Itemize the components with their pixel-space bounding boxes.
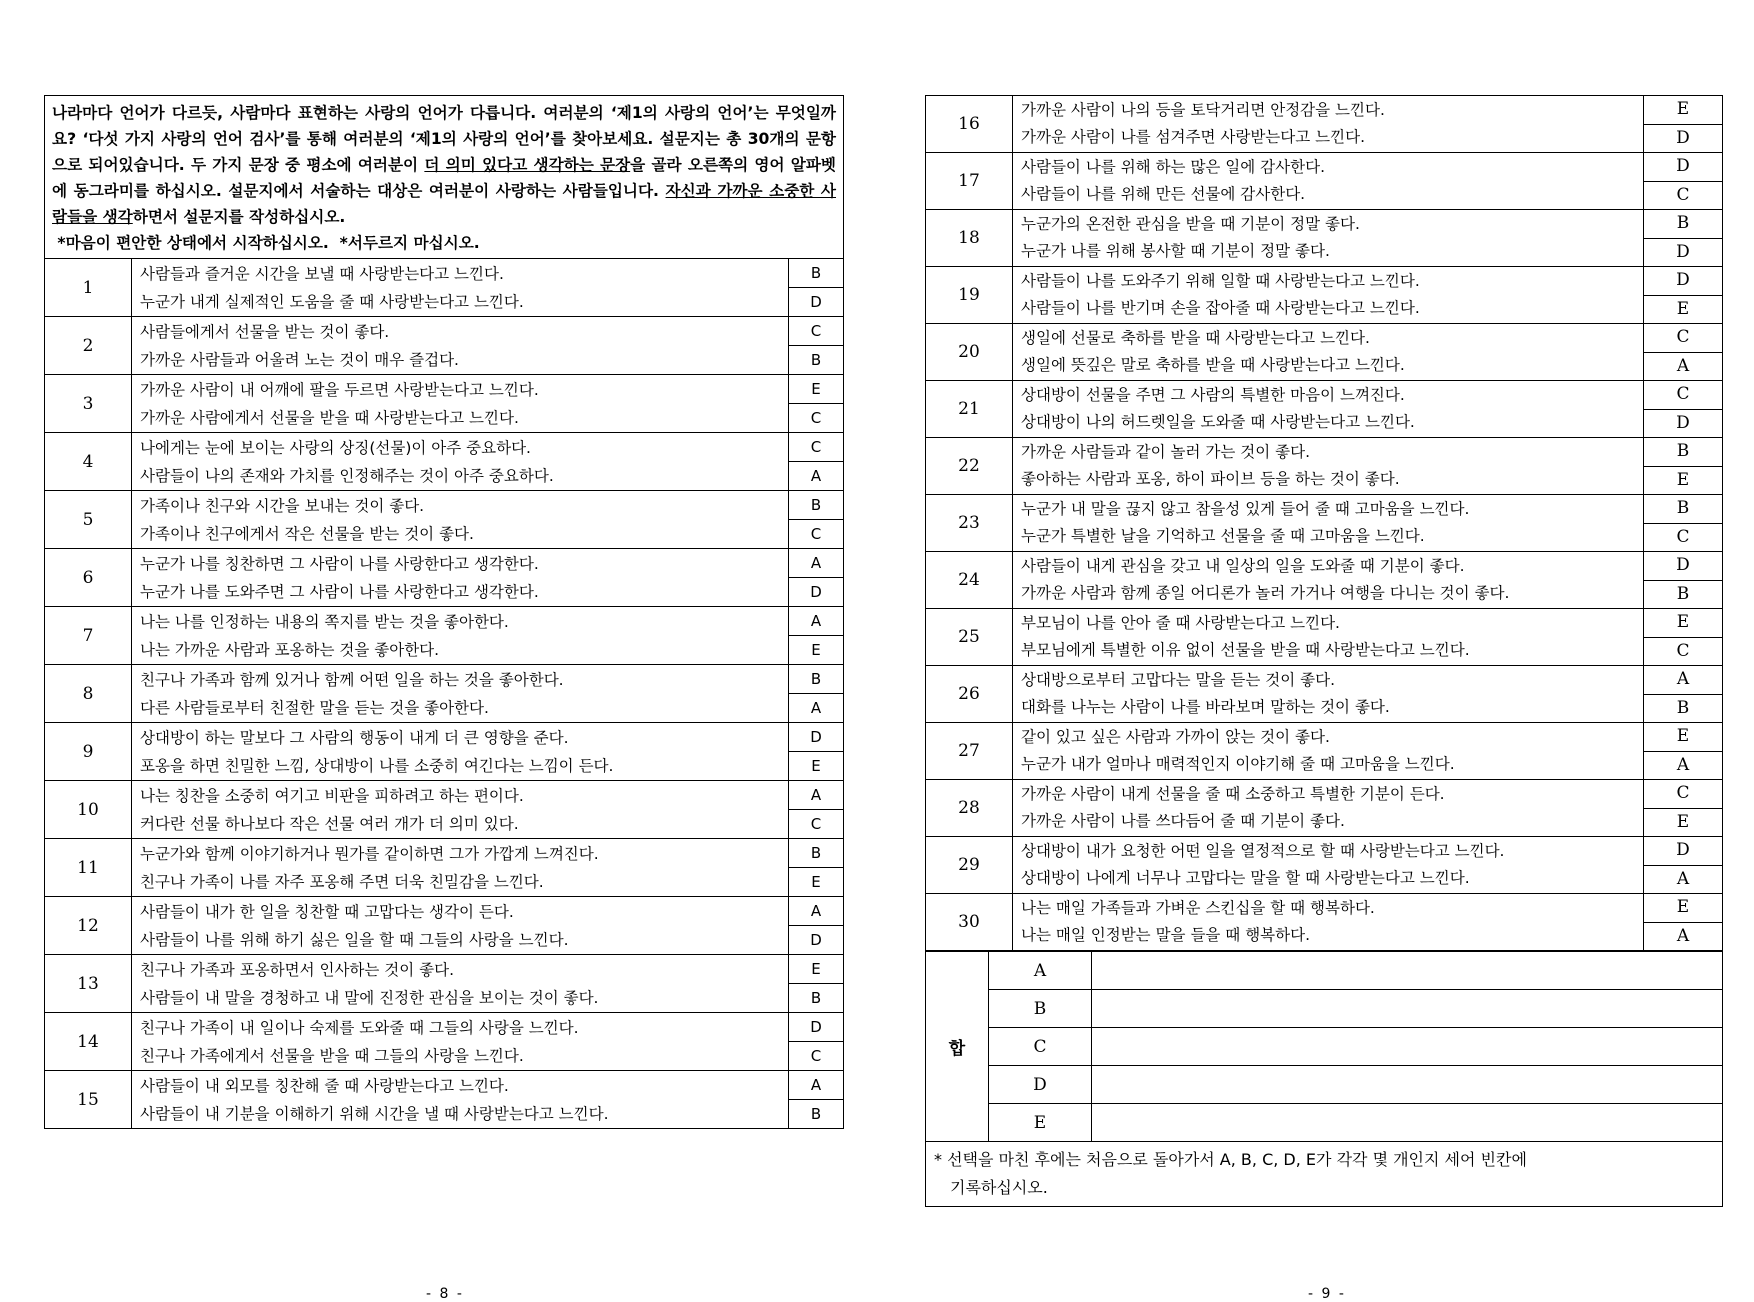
question-statements <box>1013 210 1644 267</box>
statement-1: 가까운 사람이 내게 선물을 줄 때 소중하고 특별한 기분이 든다. <box>1021 784 1445 803</box>
answer-letter-1[interactable]: E <box>811 960 821 978</box>
answer-letters <box>1644 438 1723 495</box>
question-statements <box>1013 438 1644 495</box>
answer-letter-2[interactable]: C <box>789 403 843 432</box>
question-statements <box>1013 837 1644 894</box>
statement-2: 누군가 나를 위해 봉사할 때 기분이 정말 좋다. <box>1021 242 1330 260</box>
statement-1: 가족이나 친구와 시간을 보내는 것이 좋다. <box>140 496 425 515</box>
answer-letter-2[interactable]: A <box>789 461 843 490</box>
answer-letter-2[interactable]: E <box>1644 466 1722 495</box>
answer-letter-2[interactable]: B <box>789 983 843 1012</box>
question-statements <box>132 781 789 839</box>
answer-letter-1[interactable]: D <box>810 1018 822 1036</box>
question-statements <box>132 723 789 781</box>
answer-letter-2[interactable]: A <box>1644 865 1722 894</box>
question-statements <box>1013 552 1644 609</box>
statement-1: 친구나 가족과 함께 있거나 함께 어떤 일을 하는 것을 좋아한다. <box>140 670 564 689</box>
statement-1: 나에게는 눈에 보이는 사랑의 상징(선물)이 아주 중요하다. <box>140 438 531 457</box>
answer-letter-1[interactable]: E <box>1676 612 1690 632</box>
answer-letter-1[interactable]: B <box>1676 441 1690 461</box>
question-statements <box>1013 153 1644 210</box>
question-statements <box>132 1013 789 1071</box>
question-row <box>926 210 1723 267</box>
question-statements <box>1013 495 1644 552</box>
statement-2: 생일에 뜻깊은 말로 축하를 받을 때 사랑받는다고 느낀다. <box>1021 356 1405 374</box>
answer-letter-2[interactable]: D <box>1644 238 1722 267</box>
question-number: 14 <box>45 1013 132 1071</box>
sum-row <box>926 1066 1723 1104</box>
answer-letter-1[interactable]: B <box>810 496 822 514</box>
answer-letters <box>789 433 844 491</box>
answer-letter-1[interactable]: B <box>810 670 822 688</box>
answer-letter-1[interactable]: D <box>1676 270 1690 290</box>
intro-text-1: 나라마다 언어가 다르듯, 사람마다 표현하는 사랑의 언어가 다릅니다. 여러분의 ‘제1의 사랑의 언어’는 무엇일까요? ‘다섯 가지 사랑의 언어 검사’를 통해 여러분의 ‘제1의 사랑의 언어’를 찾아보세요. 설문지는 총 30개의 문항으로 되어있습니다. 두 가지 문장 중 평소에 여러분이 <box>52 104 836 174</box>
statement-1: 생일에 선물로 축하를 받을 때 사랑받는다고 느낀다. <box>1021 328 1370 347</box>
footnote-line-1: * 선택을 마친 후에는 처음으로 돌아가서 A, B, C, D, E가 각각 몇 개인지 세어 빈칸에 <box>934 1150 1527 1169</box>
question-statements <box>1013 267 1644 324</box>
question-statements <box>132 1071 789 1129</box>
statement-1: 가까운 사람이 나의 등을 토닥거리면 안정감을 느낀다. <box>1021 100 1385 119</box>
question-number: 19 <box>926 267 1013 324</box>
statement-1: 상대방이 선물을 주면 그 사람의 특별한 마음이 느껴진다. <box>1021 385 1405 404</box>
question-number: 4 <box>45 433 132 491</box>
statement-2: 가까운 사람이 나를 쓰다듬어 줄 때 기분이 좋다. <box>1021 812 1345 830</box>
question-number: 7 <box>45 607 132 665</box>
answer-letter-2[interactable]: B <box>789 1099 843 1128</box>
question-row <box>45 375 844 433</box>
left-page <box>44 95 844 1302</box>
answer-letters <box>1644 324 1723 381</box>
question-row <box>926 837 1723 894</box>
right-page <box>925 95 1723 1302</box>
answer-letter-2[interactable]: B <box>1644 694 1722 723</box>
question-row <box>926 552 1723 609</box>
statement-2: 부모님에게 특별한 이유 없이 선물을 받을 때 사랑받는다고 느낀다. <box>1021 641 1470 659</box>
sum-letter: A <box>989 952 1092 990</box>
statement-1: 누군가 나를 칭찬하면 그 사람이 나를 사랑한다고 생각한다. <box>140 554 539 573</box>
answer-letter-1[interactable]: A <box>1676 669 1690 689</box>
question-row <box>926 267 1723 324</box>
answer-letter-1[interactable]: D <box>1676 555 1690 575</box>
answer-letters <box>1644 153 1723 210</box>
statement-1: 나는 매일 가족들과 가벼운 스킨십을 할 때 행복하다. <box>1021 898 1375 917</box>
answer-letters <box>1644 495 1723 552</box>
question-number: 27 <box>926 723 1013 780</box>
statement-2: 가족이나 친구에게서 작은 선물을 받는 것이 좋다. <box>140 524 474 543</box>
statement-1: 누군가 내 말을 끊지 않고 참을성 있게 들어 줄 때 고마움을 느낀다. <box>1021 499 1470 518</box>
statement-1: 같이 있고 싶은 사람과 가까이 앉는 것이 좋다. <box>1021 727 1330 746</box>
question-statements <box>132 317 789 375</box>
answer-letter-2[interactable]: A <box>789 693 843 722</box>
answer-letter-2[interactable]: C <box>789 1041 843 1070</box>
intro-underline-1: 더 의미 있다고 생각하는 문장 <box>424 156 631 174</box>
question-statements <box>132 259 789 317</box>
question-row <box>45 781 844 839</box>
question-statements <box>1013 894 1644 951</box>
answer-letters <box>1644 780 1723 837</box>
statement-1: 사람들과 즐거운 시간을 보낼 때 사랑받는다고 느낀다. <box>140 264 504 283</box>
answer-letter-1[interactable]: E <box>1676 897 1690 917</box>
sum-count-blank[interactable] <box>1092 1028 1723 1066</box>
statement-1: 나는 나를 인정하는 내용의 쪽지를 받는 것을 좋아한다. <box>140 612 509 631</box>
question-statements <box>132 375 789 433</box>
intro-box <box>44 95 844 258</box>
answer-letter-1[interactable]: B <box>1676 213 1690 233</box>
answer-letter-2[interactable]: C <box>789 809 843 838</box>
question-statements <box>1013 609 1644 666</box>
intro-note: *마음이 편안한 상태에서 시작하십시오. *서두르지 마십시오. <box>52 234 480 252</box>
sum-letter: D <box>989 1066 1092 1104</box>
question-number: 3 <box>45 375 132 433</box>
statement-2: 친구나 가족이 나를 자주 포옹해 주면 더욱 친밀감을 느낀다. <box>140 872 544 891</box>
sum-count-blank[interactable] <box>1092 1066 1723 1104</box>
question-number: 10 <box>45 781 132 839</box>
question-number: 26 <box>926 666 1013 723</box>
statement-2: 친구나 가족에게서 선물을 받을 때 그들의 사랑을 느낀다. <box>140 1046 524 1065</box>
question-number: 5 <box>45 491 132 549</box>
question-row <box>926 324 1723 381</box>
statement-1: 친구나 가족이 내 일이나 숙제를 도와줄 때 그들의 사랑을 느낀다. <box>140 1018 579 1037</box>
question-number: 29 <box>926 837 1013 894</box>
question-row <box>45 1013 844 1071</box>
footnote-line-2: 기록하십시오. <box>950 1178 1048 1197</box>
question-statements <box>132 665 789 723</box>
answer-letters <box>789 1013 844 1071</box>
answer-letter-1[interactable]: E <box>1676 99 1690 119</box>
answer-letter-1[interactable]: C <box>1676 327 1690 347</box>
question-number: 2 <box>45 317 132 375</box>
answer-letters <box>789 259 844 317</box>
answer-letters <box>789 375 844 433</box>
sum-row <box>926 1028 1723 1066</box>
statement-2: 나는 매일 인정받는 말을 들을 때 행복하다. <box>1021 926 1311 944</box>
question-table-right <box>925 95 1723 951</box>
statement-2: 사람들이 내 말을 경청하고 내 말에 진정한 관심을 보이는 것이 좋다. <box>140 988 599 1007</box>
statement-1: 사람들이 내가 한 일을 칭찬할 때 고맙다는 생각이 든다. <box>140 902 514 921</box>
answer-letter-2[interactable]: C <box>1644 181 1722 210</box>
question-row <box>45 549 844 607</box>
answer-letters <box>789 607 844 665</box>
question-row <box>926 609 1723 666</box>
question-statements <box>1013 723 1644 780</box>
page-number-8: - 8 - <box>426 1286 464 1302</box>
question-row <box>45 317 844 375</box>
answer-letter-1[interactable]: D <box>810 728 822 746</box>
question-statements <box>1013 381 1644 438</box>
answer-letters <box>1644 267 1723 324</box>
question-statements <box>132 433 789 491</box>
question-number: 30 <box>926 894 1013 951</box>
answer-letter-2[interactable]: C <box>1644 523 1722 552</box>
question-row <box>45 665 844 723</box>
answer-letters <box>789 317 844 375</box>
sum-count-blank[interactable] <box>1092 952 1723 990</box>
answer-letter-2[interactable]: A <box>1644 922 1722 951</box>
question-row <box>926 894 1723 951</box>
statement-1: 상대방으로부터 고맙다는 말을 듣는 것이 좋다. <box>1021 670 1336 689</box>
statement-2: 좋아하는 사람과 포옹, 하이 파이브 등을 하는 것이 좋다. <box>1021 470 1400 488</box>
sum-letter: B <box>989 990 1092 1028</box>
intro-text-3: 하면서 설문지를 작성하십시오. <box>132 208 346 226</box>
answer-letter-1[interactable]: A <box>810 612 822 630</box>
question-number: 12 <box>45 897 132 955</box>
statement-1: 사람들이 나를 도와주기 위해 일할 때 사랑받는다고 느낀다. <box>1021 271 1420 290</box>
answer-letters <box>1644 381 1723 438</box>
question-statements <box>1013 324 1644 381</box>
statement-2: 상대방이 나에게 너무나 고맙다는 말을 할 때 사랑받는다고 느낀다. <box>1021 869 1470 887</box>
footnote <box>925 1142 1723 1207</box>
statement-1: 사람들이 나를 위해 하는 많은 일에 감사한다. <box>1021 157 1326 176</box>
answer-letter-2[interactable]: D <box>789 287 843 316</box>
question-row <box>45 433 844 491</box>
question-number: 21 <box>926 381 1013 438</box>
question-number: 22 <box>926 438 1013 495</box>
question-row <box>926 666 1723 723</box>
sum-row <box>926 1104 1723 1142</box>
answer-letters <box>1644 552 1723 609</box>
statement-2: 누군가 특별한 날을 기억하고 선물을 줄 때 고마움을 느낀다. <box>1021 527 1425 545</box>
question-number: 17 <box>926 153 1013 210</box>
question-statements <box>1013 96 1644 153</box>
statement-2: 가까운 사람과 함께 종일 어디론가 놀러 가거나 여행을 다니는 것이 좋다. <box>1021 584 1510 602</box>
statement-1: 사람들이 내게 관심을 갖고 내 일상의 일을 도와줄 때 기분이 좋다. <box>1021 556 1465 575</box>
question-row <box>45 607 844 665</box>
question-row <box>45 897 844 955</box>
statement-1: 가까운 사람들과 같이 놀러 가는 것이 좋다. <box>1021 442 1311 461</box>
question-statements <box>132 549 789 607</box>
statement-2: 포옹을 하면 친밀한 느낌, 상대방이 나를 소중히 여긴다는 느낌이 든다. <box>140 756 614 775</box>
question-statements <box>1013 666 1644 723</box>
answer-letter-1[interactable]: E <box>811 380 821 398</box>
answer-letter-1[interactable]: B <box>1676 498 1690 518</box>
question-number: 13 <box>45 955 132 1013</box>
answer-letter-1[interactable]: C <box>810 438 822 456</box>
statement-1: 부모님이 나를 안아 줄 때 사랑받는다고 느낀다. <box>1021 613 1340 632</box>
answer-letters <box>1644 609 1723 666</box>
statement-1: 누군가와 함께 이야기하거나 뭔가를 같이하면 그가 가깝게 느껴진다. <box>140 844 599 863</box>
answer-letter-1[interactable]: E <box>1676 726 1690 746</box>
sum-label: 합 <box>926 952 989 1142</box>
answer-letter-2[interactable]: E <box>1644 295 1722 324</box>
statement-2: 커다란 선물 하나보다 작은 선물 여러 개가 더 의미 있다. <box>140 814 519 833</box>
answer-letter-2[interactable]: C <box>789 519 843 548</box>
question-row <box>926 153 1723 210</box>
answer-letter-2[interactable]: D <box>789 577 843 606</box>
question-statements <box>132 955 789 1013</box>
question-row <box>926 723 1723 780</box>
answer-letter-1[interactable]: B <box>810 264 822 282</box>
question-statements <box>132 839 789 897</box>
statement-1: 사람들이 내 외모를 칭찬해 줄 때 사랑받는다고 느낀다. <box>140 1076 509 1095</box>
answer-letters <box>1644 837 1723 894</box>
statement-1: 상대방이 내가 요청한 어떤 일을 열정적으로 할 때 사랑받는다고 느낀다. <box>1021 841 1505 860</box>
question-number: 9 <box>45 723 132 781</box>
statement-2: 가까운 사람에게서 선물을 받을 때 사랑받는다고 느낀다. <box>140 408 519 427</box>
question-number: 28 <box>926 780 1013 837</box>
answer-letters <box>789 491 844 549</box>
question-number: 24 <box>926 552 1013 609</box>
statement-2: 누군가 내게 실제적인 도움을 줄 때 사랑받는다고 느낀다. <box>140 292 524 311</box>
answer-letter-2[interactable]: B <box>1644 580 1722 609</box>
statement-1: 나는 칭찬을 소중히 여기고 비판을 피하려고 하는 편이다. <box>140 786 524 805</box>
answer-letter-2[interactable]: A <box>1644 352 1722 381</box>
statement-2: 상대방이 나의 허드렛일을 도와줄 때 사랑받는다고 느낀다. <box>1021 413 1415 431</box>
question-statements <box>132 897 789 955</box>
question-number: 16 <box>926 96 1013 153</box>
answer-letter-2[interactable]: E <box>789 635 843 664</box>
answer-letter-1[interactable]: D <box>1676 156 1690 176</box>
sum-letter: E <box>989 1104 1092 1142</box>
question-statements <box>132 607 789 665</box>
answer-letter-2[interactable]: D <box>789 925 843 954</box>
answer-letter-2[interactable]: D <box>1644 124 1722 153</box>
answer-letter-1[interactable]: C <box>1676 783 1690 803</box>
question-row <box>926 495 1723 552</box>
statement-2: 누군가 내가 얼마나 매력적인지 이야기해 줄 때 고마움을 느낀다. <box>1021 755 1455 773</box>
answer-letter-1[interactable]: A <box>810 554 822 572</box>
question-row <box>926 780 1723 837</box>
statement-2: 사람들이 나를 위해 만든 선물에 감사한다. <box>1021 185 1306 203</box>
answer-letters <box>1644 96 1723 153</box>
statement-1: 누군가의 온전한 관심을 받을 때 기분이 정말 좋다. <box>1021 214 1360 233</box>
question-number: 8 <box>45 665 132 723</box>
question-table-left <box>44 258 844 1129</box>
sum-row <box>926 952 1723 990</box>
intro-underline-2: 자신과 가까운 소중한 사람들을 생각 <box>52 182 836 226</box>
question-row <box>926 381 1723 438</box>
answer-letters <box>789 665 844 723</box>
answer-letter-1[interactable]: D <box>1676 840 1690 860</box>
answer-letters <box>1644 666 1723 723</box>
question-statements <box>1013 780 1644 837</box>
sum-letter: C <box>989 1028 1092 1066</box>
question-number: 20 <box>926 324 1013 381</box>
statement-1: 친구나 가족과 포옹하면서 인사하는 것이 좋다. <box>140 960 455 979</box>
intro-text-2: 을 골라 오른쪽의 영어 알파벳에 동그라미를 하십시오. 설문지에서 서술하는 대상은 여러분이 사랑하는 사람들입니다. <box>52 156 836 200</box>
statement-2: 사람들이 나를 위해 하기 싫은 일을 할 때 그들의 사랑을 느낀다. <box>140 930 569 949</box>
answer-letter-2[interactable]: B <box>789 345 843 374</box>
question-number: 23 <box>926 495 1013 552</box>
question-row <box>45 723 844 781</box>
answer-letter-2[interactable]: E <box>789 751 843 780</box>
question-row <box>45 955 844 1013</box>
answer-letter-1[interactable]: A <box>810 902 822 920</box>
statement-2: 가까운 사람들과 어울려 노는 것이 매우 즐겁다. <box>140 350 459 369</box>
answer-letter-2[interactable]: C <box>1644 637 1722 666</box>
sum-count-blank[interactable] <box>1092 990 1723 1028</box>
question-row <box>45 1071 844 1129</box>
answer-letter-1[interactable]: B <box>810 844 822 862</box>
answer-letters <box>789 897 844 955</box>
answer-letter-2[interactable]: A <box>1644 751 1722 780</box>
answer-letters <box>1644 723 1723 780</box>
answer-letters <box>789 781 844 839</box>
question-row <box>45 259 844 317</box>
answer-letter-2[interactable]: E <box>789 867 843 896</box>
question-row <box>926 438 1723 495</box>
sum-row <box>926 990 1723 1028</box>
statement-2: 가까운 사람이 나를 섬겨주면 사랑받는다고 느낀다. <box>1021 128 1365 146</box>
question-number: 11 <box>45 839 132 897</box>
statement-2: 대화를 나누는 사람이 나를 바라보며 말하는 것이 좋다. <box>1021 698 1390 716</box>
answer-letter-1[interactable]: C <box>810 322 822 340</box>
statement-1: 가까운 사람이 내 어깨에 팔을 두르면 사랑받는다고 느낀다. <box>140 380 539 399</box>
question-statements <box>132 491 789 549</box>
answer-letter-1[interactable]: A <box>810 786 822 804</box>
answer-letters <box>789 723 844 781</box>
question-row <box>45 491 844 549</box>
sum-count-blank[interactable] <box>1092 1104 1723 1142</box>
answer-letter-1[interactable]: C <box>1676 384 1690 404</box>
statement-2: 누군가 나를 도와주면 그 사람이 나를 사랑한다고 생각한다. <box>140 582 539 601</box>
question-number: 25 <box>926 609 1013 666</box>
answer-letters <box>789 839 844 897</box>
answer-letters <box>789 955 844 1013</box>
answer-letters <box>1644 210 1723 267</box>
statement-1: 상대방이 하는 말보다 그 사람의 행동이 내게 더 큰 영향을 준다. <box>140 728 569 747</box>
answer-letters <box>1644 894 1723 951</box>
question-number: 15 <box>45 1071 132 1129</box>
statement-2: 나는 가까운 사람과 포옹하는 것을 좋아한다. <box>140 640 440 659</box>
question-number: 1 <box>45 259 132 317</box>
answer-letter-2[interactable]: D <box>1644 409 1722 438</box>
question-number: 6 <box>45 549 132 607</box>
statement-2: 사람들이 내 기분을 이해하기 위해 시간을 낼 때 사랑받는다고 느낀다. <box>140 1104 609 1123</box>
statement-2: 사람들이 나의 존재와 가치를 인정해주는 것이 아주 중요하다. <box>140 466 554 485</box>
question-row <box>45 839 844 897</box>
question-number: 18 <box>926 210 1013 267</box>
statement-2: 사람들이 나를 반기며 손을 잡아줄 때 사랑받는다고 느낀다. <box>1021 299 1420 317</box>
answer-letter-2[interactable]: E <box>1644 808 1722 837</box>
sum-table <box>925 951 1723 1142</box>
statement-2: 다른 사람들로부터 친절한 말을 듣는 것을 좋아한다. <box>140 698 489 717</box>
answer-letters <box>789 549 844 607</box>
question-row <box>926 96 1723 153</box>
answer-letter-1[interactable]: A <box>810 1076 822 1094</box>
page-number-9: - 9 - <box>1308 1286 1346 1302</box>
statement-1: 사람들에게서 선물을 받는 것이 좋다. <box>140 322 390 341</box>
answer-letters <box>789 1071 844 1129</box>
